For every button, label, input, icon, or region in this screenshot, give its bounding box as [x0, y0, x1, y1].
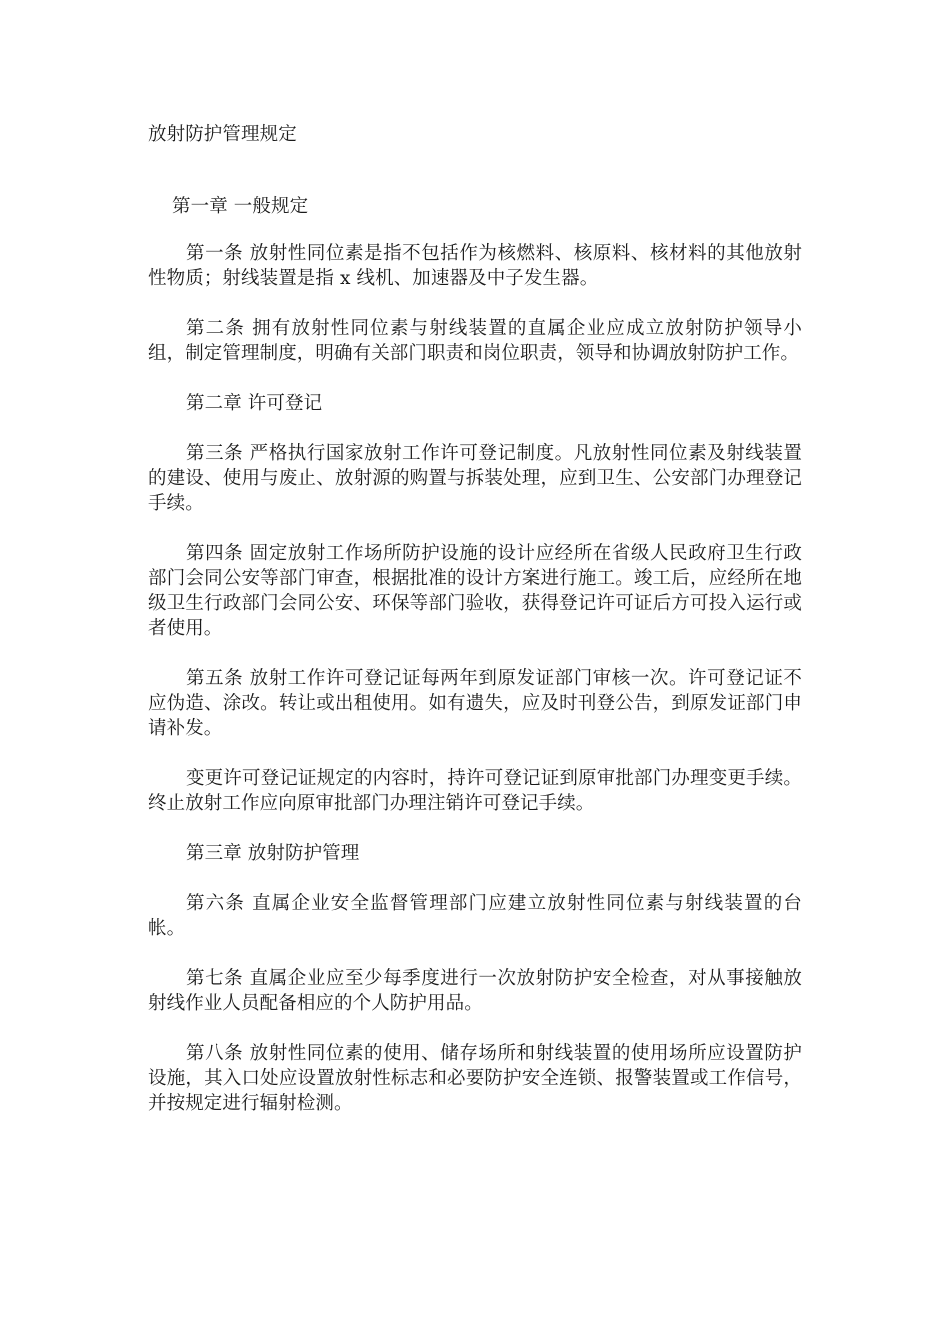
article-7: 第七条 直属企业应至少每季度进行一次放射防护安全检查，对从事接触放射线作业人员配备相应的个人防护用品。 — [148, 968, 802, 1014]
article-1: 第一条 放射性同位素是指不包括作为核燃料、核原料、核材料的其他放射性物质；射线装置是指 x 线机、加速器及中子发生器。 — [148, 243, 802, 289]
article-4: 第四条 固定放射工作场所防护设施的设计应经所在省级人民政府卫生行政部门会同公安等部门审查，根据批准的设计方案进行施工。竣工后，应经所在地级卫生行政部门会同公安、环保等部门验收，获得登记许可证后方可投入运行或者使用。 — [148, 543, 802, 639]
article-6: 第六条 直属企业安全监督管理部门应建立放射性同位素与射线装置的台帐。 — [148, 893, 802, 939]
chapter-heading-2: 第二章 许可登记 — [186, 393, 323, 414]
document-title: 放射防护管理规定 — [148, 124, 297, 145]
chapter-heading-1: 第一章 一般规定 — [172, 196, 309, 217]
article-8: 第八条 放射性同位素的使用、储存场所和射线装置的使用场所应设置防护设施，其入口处应设置放射性标志和必要防护安全连锁、报警装置或工作信号，并按规定进行辐射检测。 — [148, 1043, 802, 1114]
article-5-continued: 变更许可登记证规定的内容时，持许可登记证到原审批部门办理变更手续。终止放射工作应向原审批部门办理注销许可登记手续。 — [148, 768, 802, 814]
article-2: 第二条 拥有放射性同位素与射线装置的直属企业应成立放射防护领导小组，制定管理制度，明确有关部门职责和岗位职责，领导和协调放射防护工作。 — [148, 318, 802, 364]
document-body — [148, 120, 802, 1116]
chapter-heading-3: 第三章 放射防护管理 — [186, 843, 360, 864]
article-3: 第三条 严格执行国家放射工作许可登记制度。凡放射性同位素及射线装置的建设、使用与废止、放射源的购置与拆装处理，应到卫生、公安部门办理登记手续。 — [148, 443, 802, 514]
article-5: 第五条 放射工作许可登记证每两年到原发证部门审核一次。许可登记证不应伪造、涂改。转让或出租使用。如有遗失，应及时刊登公告，到原发证部门申请补发。 — [148, 668, 802, 739]
